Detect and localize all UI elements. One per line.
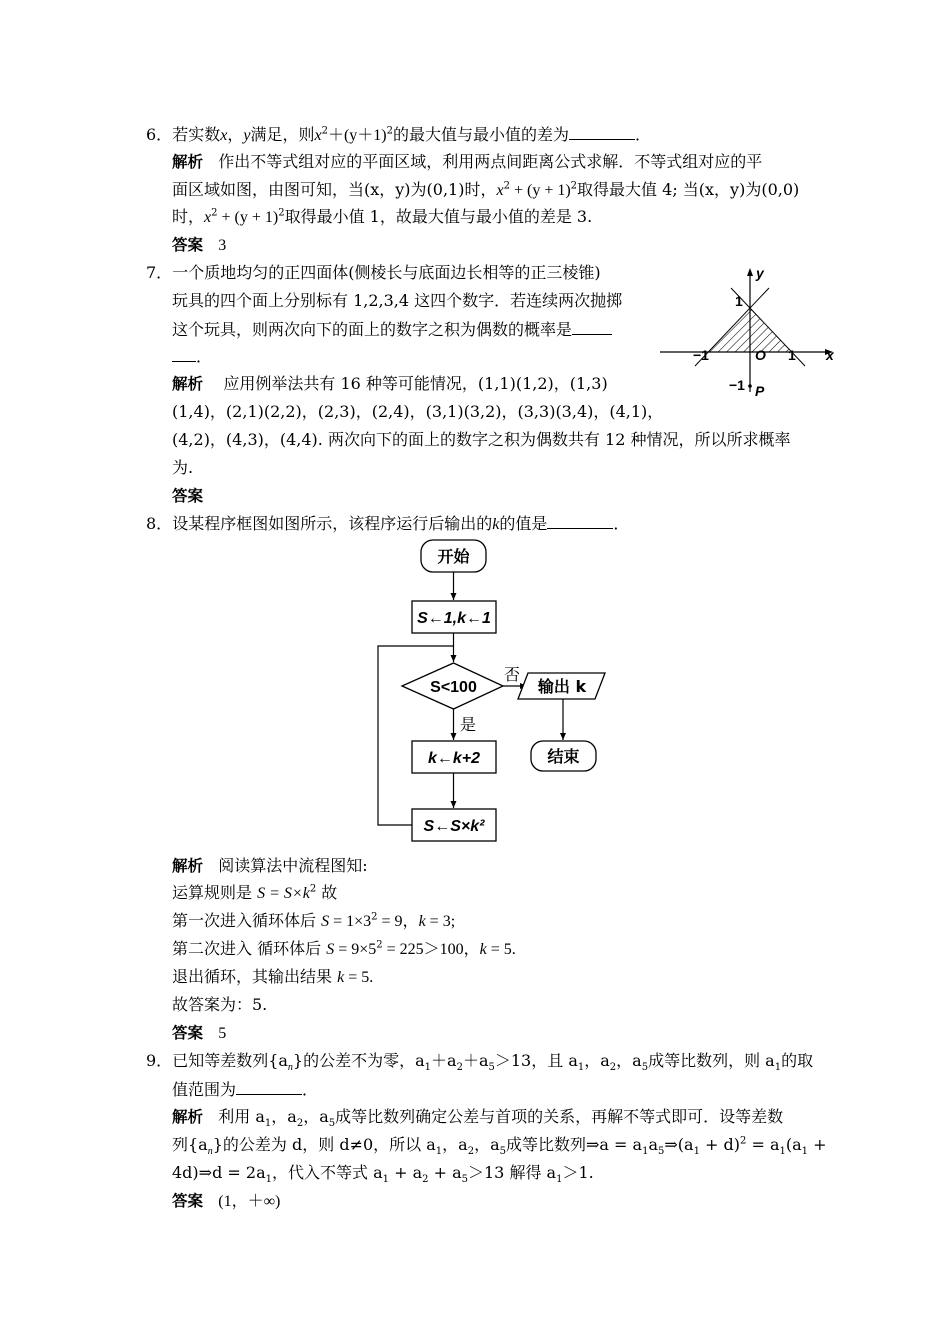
q7-analysis-line-3: (4,2)，(4,3)，(4,4). 两次向下的面上的数字之积为偶数共有 12 种情况，所以所求概率 bbox=[172, 430, 791, 449]
answer-blank bbox=[547, 513, 613, 529]
q7-stem-line-2: 玩具的四个面上分别标有 1,2,3,4 这四个数字．若连续两次抛掷 bbox=[172, 291, 623, 310]
svg-text:S←S×k²: S←S×k² bbox=[423, 818, 485, 835]
x-axis-label: x bbox=[826, 347, 834, 363]
svg-text:开始: 开始 bbox=[437, 547, 470, 566]
flow-yes-label: 是 bbox=[460, 715, 477, 734]
answer-blank bbox=[569, 124, 635, 140]
svg-text:k←k+2: k←k+2 bbox=[427, 750, 481, 767]
q8-analysis-line-2: 运算规则是 $S = S\times k^2$ 故 bbox=[172, 883, 338, 902]
q8-analysis-line-1: 解析 阅读算法中流程图知: bbox=[172, 856, 368, 875]
q8-analysis-line-3: 第一次进入循环体后 $S = 1\times 3^2 = 9$，k = 3; bbox=[172, 911, 456, 930]
analysis-label: 解析 bbox=[172, 857, 204, 875]
answer-label: 答案 bbox=[172, 1192, 204, 1210]
answer-blank-part1 bbox=[572, 319, 612, 335]
answer-blank-part2 bbox=[172, 346, 196, 362]
q6-analysis-line-2: 面区域如图，由图可知，当(x，y)为(0,1)时，$x^2 + (y + 1)^2$取得最大值 4; 当(x，y)为(0,0) bbox=[172, 180, 800, 199]
q8-flowchart bbox=[370, 535, 615, 845]
answer-label: 答案 bbox=[172, 1024, 204, 1042]
analysis-label: 解析 bbox=[172, 153, 204, 171]
answer-blank bbox=[236, 1079, 302, 1095]
q7-stem-line-4: ． bbox=[172, 346, 212, 367]
q7-analysis-line-2: (1,4)，(2,1)(2,2)，(2,3)，(2,4)，(3,1)(3,2)，(3,3)(3,4)，(4,1)， bbox=[172, 402, 664, 421]
q8-answer: 答案 5 bbox=[172, 1024, 227, 1042]
y-axis-label: y bbox=[756, 265, 764, 281]
q7-number: 7． bbox=[146, 263, 173, 282]
q6-number: 6． bbox=[146, 125, 173, 144]
q7-stem-line-1: 7．一个质地均匀的正四面体(侧棱长与底面边长相等的正三棱锥) bbox=[146, 263, 601, 282]
q9-stem-line-2: 值范围为 ． bbox=[172, 1080, 319, 1099]
q8-stem: 8．设某程序框图如图所示，该程序运行后输出的k的值是 ． bbox=[146, 514, 630, 533]
svg-text:结束: 结束 bbox=[547, 747, 580, 766]
answer-label: 答案 bbox=[172, 487, 204, 505]
q9-number: 9． bbox=[146, 1051, 173, 1070]
svg-text:S←1,k←1: S←1,k←1 bbox=[417, 610, 491, 627]
point-p bbox=[748, 384, 752, 388]
q7-analysis-line-4: 为. bbox=[172, 458, 194, 477]
q6-stem: 6．若实数x，y满足，则$x^2+(y+1)^2$的最大值与最小值的差为 ． bbox=[146, 125, 652, 144]
q9-analysis-line-3: 4d)⇒d = $2a_1$，代入不等式 $a_1 + a_2 + a_5>13$ 解得 $a_1>1$. bbox=[172, 1163, 594, 1186]
q9-stem-line-1: 9．已知等差数列$\{a_n\}$的公差不为零，$a_1+a_2+a_5>13$，且 $a_1$，$a_2$，$a_5$成等比数列，则 $a_1$的取 bbox=[146, 1051, 814, 1074]
analysis-label: 解析 bbox=[172, 375, 204, 393]
q7-answer bbox=[172, 486, 203, 506]
analysis-label: 解析 bbox=[172, 1108, 204, 1126]
q7-region-graph bbox=[655, 262, 840, 402]
q7-stem-line-3: 这个玩具，则两次向下的面上的数字之积为偶数的概率是 bbox=[172, 319, 612, 340]
q6-analysis-line-3: 时，$x^2 + (y + 1)^2$取得最小值 1，故最大值与最小值的差是 3. bbox=[172, 207, 593, 226]
y-axis-arrow bbox=[747, 268, 753, 276]
tick-1-y: 1 bbox=[735, 293, 743, 309]
origin-label: O bbox=[755, 347, 766, 363]
answer-label: 答案 bbox=[172, 236, 204, 254]
q9-answer: 答案 (1，＋∞) bbox=[172, 1192, 281, 1210]
point-p-label: P bbox=[755, 383, 765, 399]
svg-text:输出 k: 输出 k bbox=[537, 677, 587, 696]
q9-analysis-line-1: 解析 利用 $a_1$，$a_2$，$a_5$成等比数列确定公差与首项的关系，再解不等式即可．设等差数 bbox=[172, 1107, 784, 1130]
q6-answer: 答案 3 bbox=[172, 236, 227, 254]
q8-analysis-line-4: 第二次进入 循环体后 $S = 9\times 5^2 = 225>100$，k = 5. bbox=[172, 939, 516, 958]
q8-number: 8． bbox=[146, 514, 173, 533]
q9-analysis-line-2: 列$\{a_n\}$的公差为 d，则 d≠0，所以 $a_1$，$a_2$，$a_5$成等比数列⇒a = $a_1a_5\Rightarrow(a_1 + d)^2 = a_1(a_1$ + bbox=[172, 1135, 827, 1158]
q8-analysis-line-6: 故答案为：5. bbox=[172, 995, 268, 1014]
svg-text:S<100: S<100 bbox=[430, 679, 477, 696]
tick-1-x: 1 bbox=[788, 347, 796, 363]
tick-neg1-x: −1 bbox=[693, 347, 709, 363]
q8-analysis-line-5: 退出循环，其输出结果 k = 5. bbox=[172, 967, 374, 986]
q6-analysis-line-1: 解析 作出不等式组对应的平面区域，利用两点间距离公式求解．不等式组对应的平 bbox=[172, 152, 763, 171]
q7-analysis-line-1: 解析 应用例举法共有 16 种等可能情况，(1,1)(1,2)，(1,3) bbox=[172, 374, 608, 393]
flow-no-label: 否 bbox=[504, 665, 521, 684]
tick-neg1-y: −1 bbox=[729, 377, 745, 393]
